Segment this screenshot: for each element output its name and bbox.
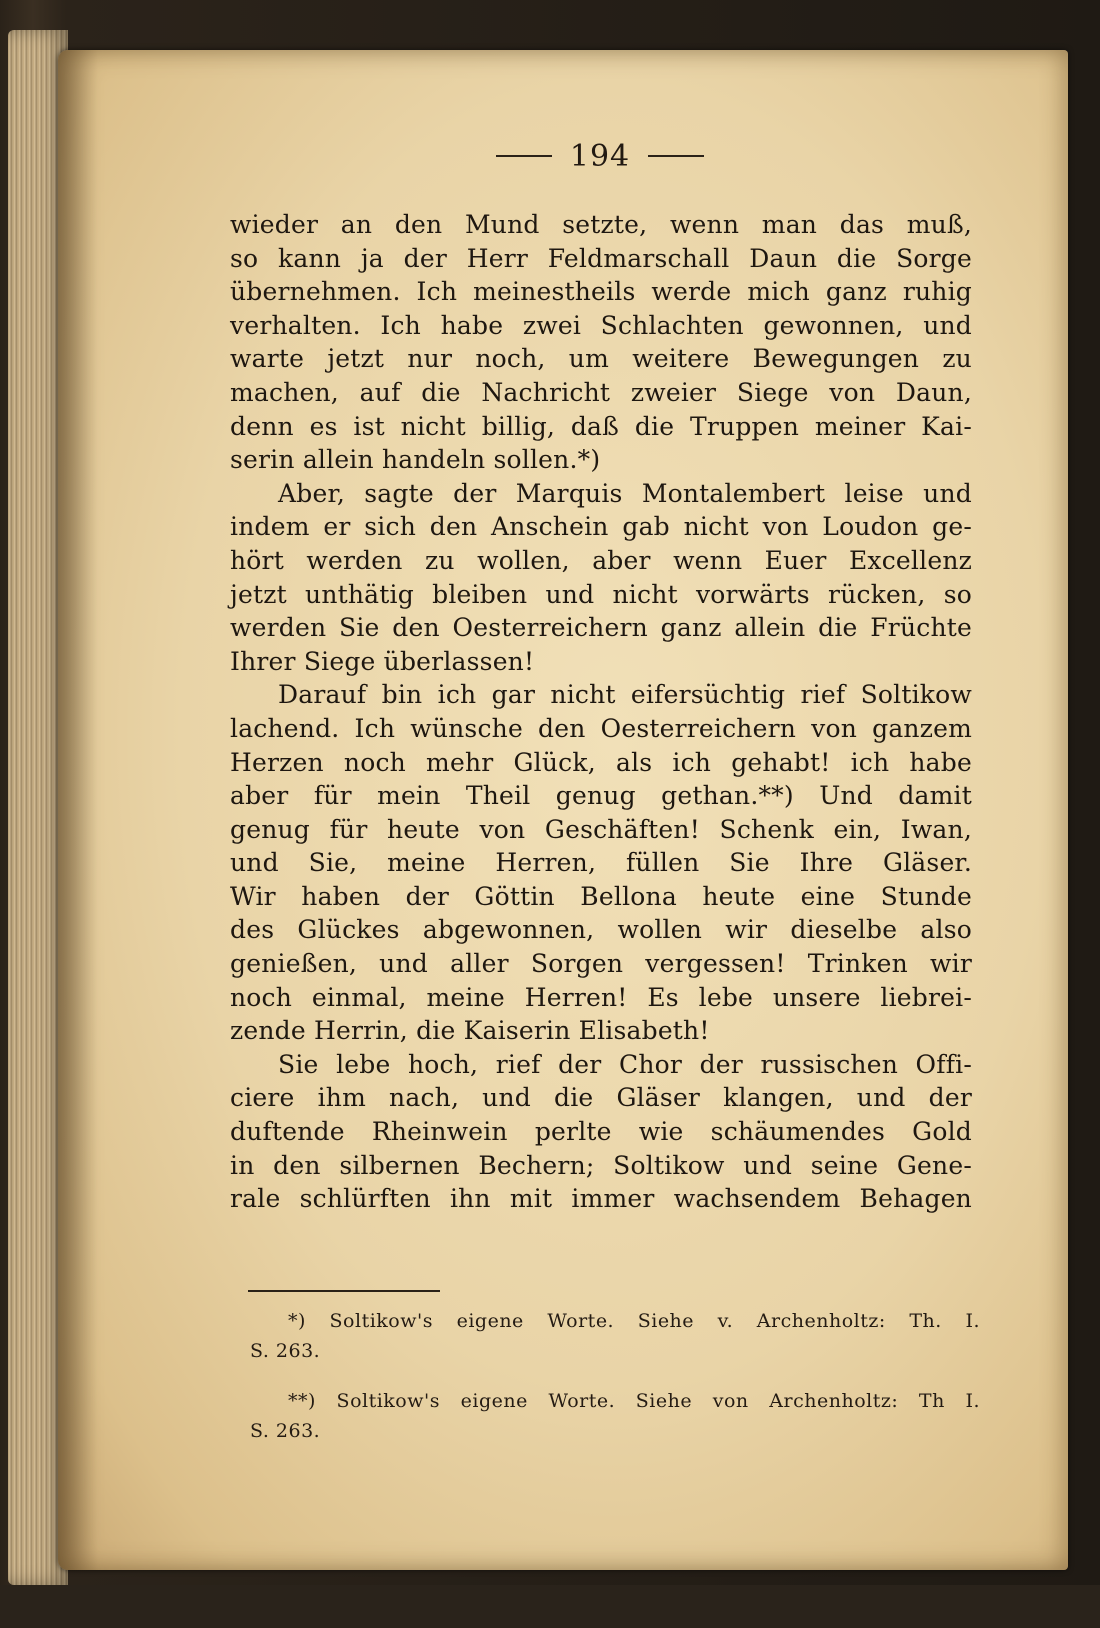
body-text: [230, 208, 972, 1216]
text-line: serin allein handeln sollen.*): [230, 445, 601, 475]
text-line: denn es ist nicht billig, daß die Truppen meiner Kai-: [230, 411, 972, 441]
text-line: wieder an den Mund setzte, wenn man das muß,: [230, 210, 972, 239]
text-line: aber für mein Theil genug gethan.**) Und damit: [230, 781, 972, 811]
text-line: indem er sich den Anschein gab nicht von Loudon ge-: [230, 512, 972, 542]
footnote-1-line-2: S. 263.: [250, 1340, 321, 1362]
text-line: lachend. Ich wünsche den Oesterreichern von ganzem: [230, 713, 972, 743]
text-line: Wir haben der Göttin Bellona heute eine Stunde: [230, 881, 972, 911]
text-line: hört werden zu wollen, aber wenn Euer Excellenz: [230, 545, 972, 575]
text-line: noch einmal, meine Herren! Es lebe unsere liebrei-: [230, 982, 972, 1012]
text-line: in den silbernen Bechern; Soltikow und seine Gene-: [230, 1150, 972, 1180]
bottom-binding-edge: [0, 1585, 1100, 1628]
text-line: werden Sie den Oesterreichern ganz allein die Früchte: [230, 613, 972, 643]
text-line: ciere ihm nach, und die Gläser klangen, und der: [230, 1083, 972, 1113]
text-line: Ihrer Siege überlassen!: [230, 646, 535, 676]
text-line: Sie lebe hoch, rief der Chor der russischen Offi-: [278, 1049, 972, 1079]
text-line: Darauf bin ich gar nicht eifersüchtig rief Soltikow: [278, 680, 972, 710]
text-line: rale schlürften ihn mit immer wachsendem Behagen: [230, 1184, 972, 1214]
spine-shadow: [58, 50, 98, 1570]
text-line: zende Herrin, die Kaiserin Elisabeth!: [230, 1016, 710, 1046]
footnote-1-line-1: *) Soltikow's eigene Worte. Siehe v. Archenholtz: Th. I.: [288, 1310, 980, 1332]
footnotes: [250, 1306, 980, 1466]
footnote-2-line-2: S. 263.: [250, 1420, 321, 1442]
footnote-rule: [248, 1290, 440, 1292]
text-line: des Glückes abgewonnen, wollen wir dieselbe also: [230, 915, 972, 945]
header-dash-right: [648, 155, 704, 157]
text-line: übernehmen. Ich meinestheils werde mich ganz ruhig: [230, 277, 972, 307]
text-line: verhalten. Ich habe zwei Schlachten gewonnen, und: [230, 310, 972, 340]
text-line: und Sie, meine Herren, füllen Sie Ihre Gläser.: [230, 848, 972, 878]
text-line: genug für heute von Geschäften! Schenk ein, Iwan,: [230, 814, 972, 844]
text-line: warte jetzt nur noch, um weitere Bewegungen zu: [230, 344, 972, 374]
text-line: Aber, sagte der Marquis Montalembert leise und: [278, 478, 972, 508]
text-line: machen, auf die Nachricht zweier Siege von Daun,: [230, 377, 972, 407]
text-line: genießen, und aller Sorgen vergessen! Trinken wir: [230, 949, 972, 979]
header-dash-left: [496, 155, 552, 157]
text-line: Herzen noch mehr Glück, als ich gehabt! ich habe: [230, 747, 972, 777]
footnote-2-line-1: **) Soltikow's eigene Worte. Siehe von Archenholtz: Th I.: [288, 1390, 980, 1412]
text-line: duftende Rheinwein perlte wie schäumendes Gold: [230, 1117, 972, 1147]
page-number: 194: [569, 138, 631, 174]
text-line: so kann ja der Herr Feldmarschall Daun die Sorge: [230, 243, 972, 273]
text-line: jetzt unthätig bleiben und nicht vorwärts rücken, so: [230, 579, 972, 609]
page-header: [480, 136, 720, 176]
